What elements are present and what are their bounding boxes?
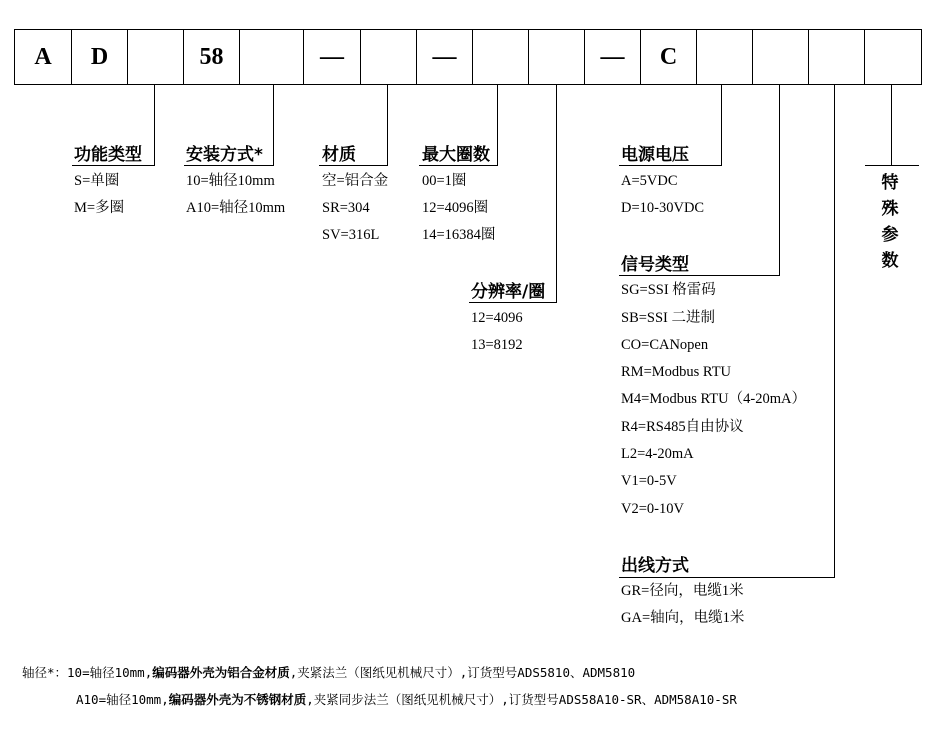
special-char: 特	[881, 173, 899, 193]
footnote-line-2	[76, 692, 737, 708]
signal-type-title: 信号类型	[621, 255, 689, 275]
material-option: 空=铝合金	[322, 173, 389, 189]
connector-mounting-underline	[184, 165, 274, 166]
connector-voltage-vertical	[721, 84, 722, 166]
code-cell-1: A	[14, 29, 72, 85]
max-turns-title: 最大圈数	[422, 145, 490, 165]
code-cell-10	[528, 29, 585, 85]
connector-material-underline	[319, 165, 388, 166]
connector-output-vertical	[834, 84, 835, 578]
signal-type-option: V1=0-5V	[621, 473, 677, 489]
output-option: GR=径向，电缆1米	[621, 583, 744, 599]
special-char: 殊	[881, 199, 899, 219]
connector-signal-vertical	[779, 84, 780, 276]
output-title: 出线方式	[621, 556, 689, 576]
signal-type-option: RM=Modbus RTU	[621, 364, 732, 380]
connector-resolution-underline	[469, 302, 557, 303]
code-cell-9	[472, 29, 529, 85]
connector-voltage-underline	[619, 165, 722, 166]
code-cell-14	[752, 29, 809, 85]
code-cell-7	[360, 29, 417, 85]
signal-type-option: L2=4-20mA	[621, 446, 694, 462]
code-cell-8: —	[416, 29, 473, 85]
footnote-1-bold: 编码器外壳为铝合金材质	[152, 665, 290, 680]
max-turns-option: 00=1圈	[422, 173, 467, 189]
code-cell-13	[696, 29, 753, 85]
material-option: SV=316L	[322, 227, 380, 243]
max-turns-option: 14=16384圈	[422, 227, 496, 243]
signal-type-option: M4=Modbus RTU（4-20mA）	[621, 391, 806, 407]
footnote-2-suffix: ,夹紧同步法兰（图纸见机械尺寸）,订货型号ADS58A10-SR、ADM58A10-SR	[306, 692, 737, 707]
voltage-title: 电源电压	[621, 145, 689, 165]
footnote-2-prefix: A10=轴径10mm,	[76, 692, 169, 707]
material-option: SR=304	[322, 200, 370, 216]
footnote-1-prefix: 轴径*：10=轴径10mm,	[22, 665, 153, 680]
signal-type-option: V2=0-10V	[621, 501, 684, 517]
connector-signal-underline	[619, 275, 780, 276]
connector-maxturns-vertical	[497, 84, 498, 166]
footnote-1-suffix: ,夹紧法兰（图纸见机械尺寸）,订货型号ADS5810、ADM5810	[289, 665, 636, 680]
output-option: GA=轴向，电缆1米	[621, 610, 745, 626]
signal-type-option: SG=SSI 格雷码	[621, 282, 716, 298]
connector-special-vertical	[891, 84, 892, 166]
signal-type-option: R4=RS485自由协议	[621, 419, 744, 435]
connector-resolution-vertical	[556, 84, 557, 303]
code-cell-4: 58	[183, 29, 240, 85]
footnote-2-bold: 编码器外壳为不锈钢材质	[168, 692, 307, 707]
mounting-option: A10=轴径10mm	[186, 200, 286, 216]
function-type-option: M=多圈	[74, 200, 125, 216]
resolution-title: 分辨率/圈	[471, 282, 546, 302]
resolution-option: 13=8192	[471, 337, 523, 353]
signal-type-option: CO=CANopen	[621, 337, 709, 353]
code-cell-3	[127, 29, 184, 85]
mounting-option: 10=轴径10mm	[186, 173, 275, 189]
signal-type-option: SB=SSI 二进制	[621, 310, 715, 326]
code-cell-2: D	[71, 29, 128, 85]
function-type-title: 功能类型	[74, 145, 142, 165]
special-params-label	[879, 170, 901, 274]
connector-material-vertical	[387, 84, 388, 166]
code-cell-6: —	[303, 29, 361, 85]
material-title: 材质	[322, 145, 356, 165]
code-cell-12: C	[640, 29, 697, 85]
code-cell-11: —	[584, 29, 641, 85]
code-cell-16	[864, 29, 922, 85]
mounting-title: 安装方式*	[186, 145, 263, 165]
connector-mounting-vertical	[273, 84, 274, 166]
code-cell-15	[808, 29, 865, 85]
special-char: 参	[881, 225, 899, 245]
function-type-option: S=单圈	[74, 173, 120, 189]
connector-output-underline	[619, 577, 835, 578]
max-turns-option: 12=4096圈	[422, 200, 489, 216]
connector-special-underline	[865, 165, 919, 166]
connector-maxturns-underline	[419, 165, 498, 166]
voltage-option: D=10-30VDC	[621, 200, 705, 216]
connector-function-underline	[72, 165, 155, 166]
footnote-line-1	[22, 665, 635, 681]
code-cell-5	[239, 29, 304, 85]
resolution-option: 12=4096	[471, 310, 523, 326]
special-char: 数	[881, 251, 899, 271]
voltage-option: A=5VDC	[621, 173, 678, 189]
connector-function-vertical	[154, 84, 155, 166]
